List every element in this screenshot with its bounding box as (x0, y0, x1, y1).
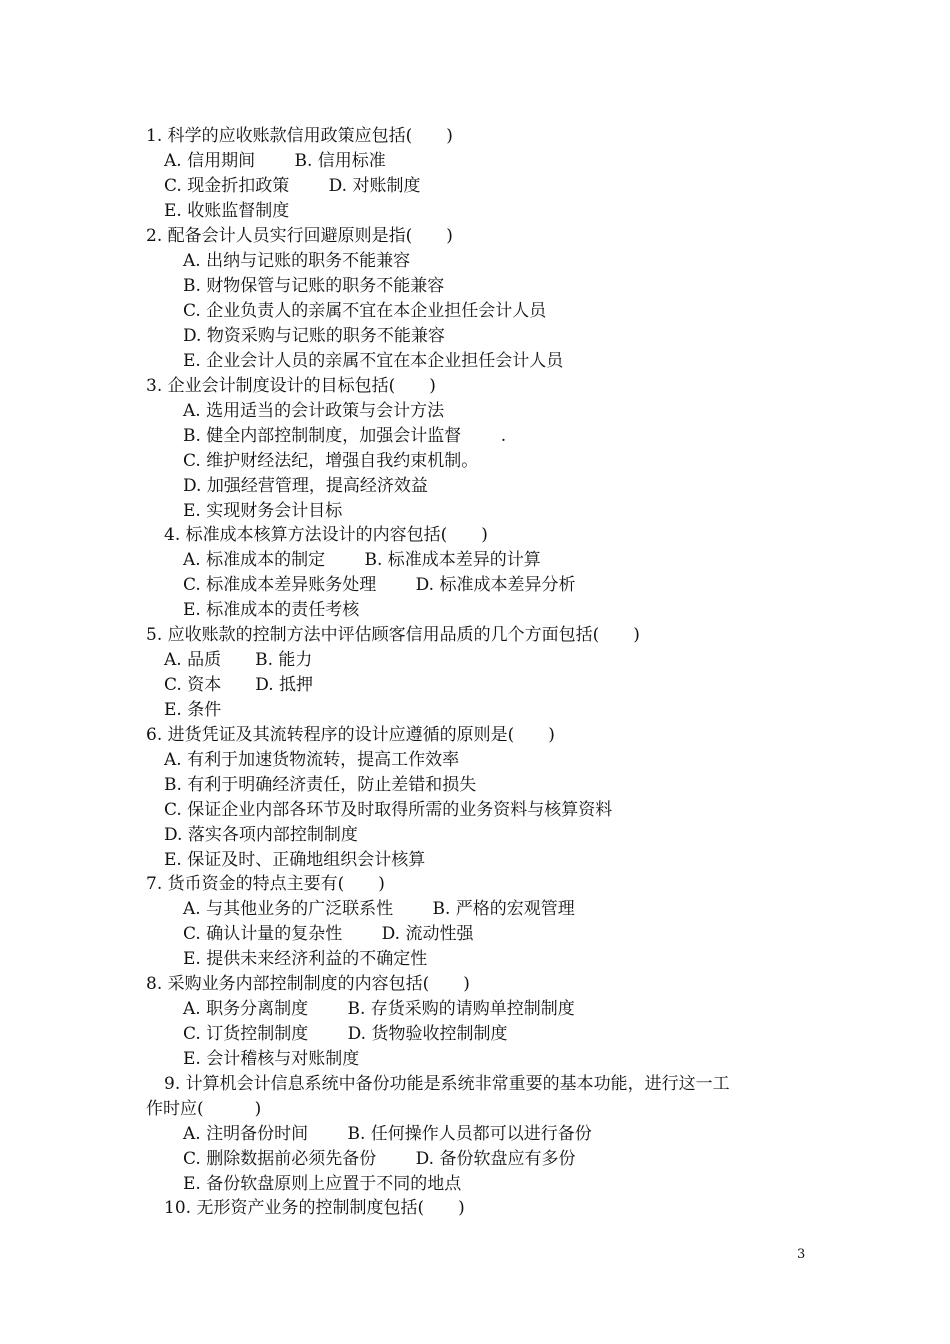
question-5-stem: 5. 应收账款的控制方法中评估顾客信用品质的几个方面包括( ) (146, 625, 640, 645)
question-3-option-b: B. 健全内部控制制度，加强会计监督 . (183, 426, 507, 446)
question-3-option-c: C. 维护财经法纪，增强自我约束机制。 (183, 451, 479, 471)
question-2-option-a: A. 出纳与记账的职务不能兼容 (183, 251, 411, 271)
question-2-option-d: D. 物资采购与记账的职务不能兼容 (183, 326, 445, 346)
question-8-option-e: E. 会计稽核与对账制度 (183, 1049, 360, 1069)
question-7-stem: 7. 货币资金的特点主要有( ) (146, 874, 385, 894)
question-4-option-e: E. 标准成本的责任考核 (183, 600, 360, 620)
question-2-stem: 2. 配备会计人员实行回避原则是指( ) (146, 226, 453, 246)
page-number: 3 (797, 1247, 806, 1262)
question-4-option-c-d: C. 标准成本差异账务处理 D. 标准成本差异分析 (183, 575, 576, 595)
question-7-option-e: E. 提供未来经济利益的不确定性 (183, 949, 428, 969)
question-1-stem: 1. 科学的应收账款信用政策应包括( ) (146, 126, 453, 146)
question-9-option-e: E. 备份软盘原则上应置于不同的地点 (183, 1174, 462, 1194)
question-5-option-e: E. 条件 (164, 700, 222, 720)
question-1-option-e: E. 收账监督制度 (164, 201, 290, 221)
question-9-stem: 9. 计算机会计信息系统中备份功能是系统非常重要的基本功能，进行这一工 (164, 1074, 730, 1094)
question-2-option-e: E. 企业会计人员的亲属不宜在本企业担任会计人员 (183, 351, 564, 371)
question-6-stem: 6. 进货凭证及其流转程序的设计应遵循的原则是( ) (146, 725, 555, 745)
question-7-option-c-d: C. 确认计量的复杂性 D. 流动性强 (183, 924, 474, 944)
question-3-option-a: A. 选用适当的会计政策与会计方法 (183, 401, 445, 421)
question-4-stem: 4. 标准成本核算方法设计的内容包括( ) (164, 525, 488, 545)
question-10-stem: 10. 无形资产业务的控制制度包括( ) (164, 1198, 465, 1218)
question-9-option-c-d: C. 删除数据前必须先备份 D. 备份软盘应有多份 (183, 1149, 576, 1169)
question-8-stem: 8. 采购业务内部控制制度的内容包括( ) (146, 974, 470, 994)
question-3-option-e: E. 实现财务会计目标 (183, 501, 343, 521)
question-9-stem-continued: 作时应( ) (146, 1099, 262, 1119)
question-1-option-c-d: C. 现金折扣政策 D. 对账制度 (164, 176, 421, 196)
question-2-option-b: B. 财物保管与记账的职务不能兼容 (183, 276, 445, 296)
question-3-stem: 3. 企业会计制度设计的目标包括( ) (146, 376, 436, 396)
question-4-option-a-b: A. 标准成本的制定 B. 标准成本差异的计算 (183, 550, 541, 570)
question-8-option-c-d: C. 订货控制制度 D. 货物验收控制制度 (183, 1024, 508, 1044)
question-2-option-c: C. 企业负责人的亲属不宜在本企业担任会计人员 (183, 301, 547, 321)
question-6-option-b: B. 有利于明确经济责任，防止差错和损失 (164, 775, 477, 795)
question-7-option-a-b: A. 与其他业务的广泛联系性 B. 严格的宏观管理 (183, 899, 575, 919)
question-5-option-a-b: A. 品质 B. 能力 (164, 650, 313, 670)
question-3-option-d: D. 加强经营管理，提高经济效益 (183, 476, 428, 496)
question-6-option-c: C. 保证企业内部各环节及时取得所需的业务资料与核算资料 (164, 800, 613, 820)
question-6-option-a: A. 有利于加速货物流转，提高工作效率 (164, 750, 460, 770)
question-6-option-e: E. 保证及时、正确地组织会计核算 (164, 850, 426, 870)
question-5-option-c-d: C. 资本 D. 抵押 (164, 675, 314, 695)
question-6-option-d: D. 落实各项内部控制制度 (164, 825, 358, 845)
question-1-option-a-b: A. 信用期间 B. 信用标准 (164, 151, 386, 171)
question-9-option-a-b: A. 注明备份时间 B. 任何操作人员都可以进行备份 (183, 1124, 592, 1144)
question-8-option-a-b: A. 职务分离制度 B. 存货采购的请购单控制制度 (183, 999, 575, 1019)
